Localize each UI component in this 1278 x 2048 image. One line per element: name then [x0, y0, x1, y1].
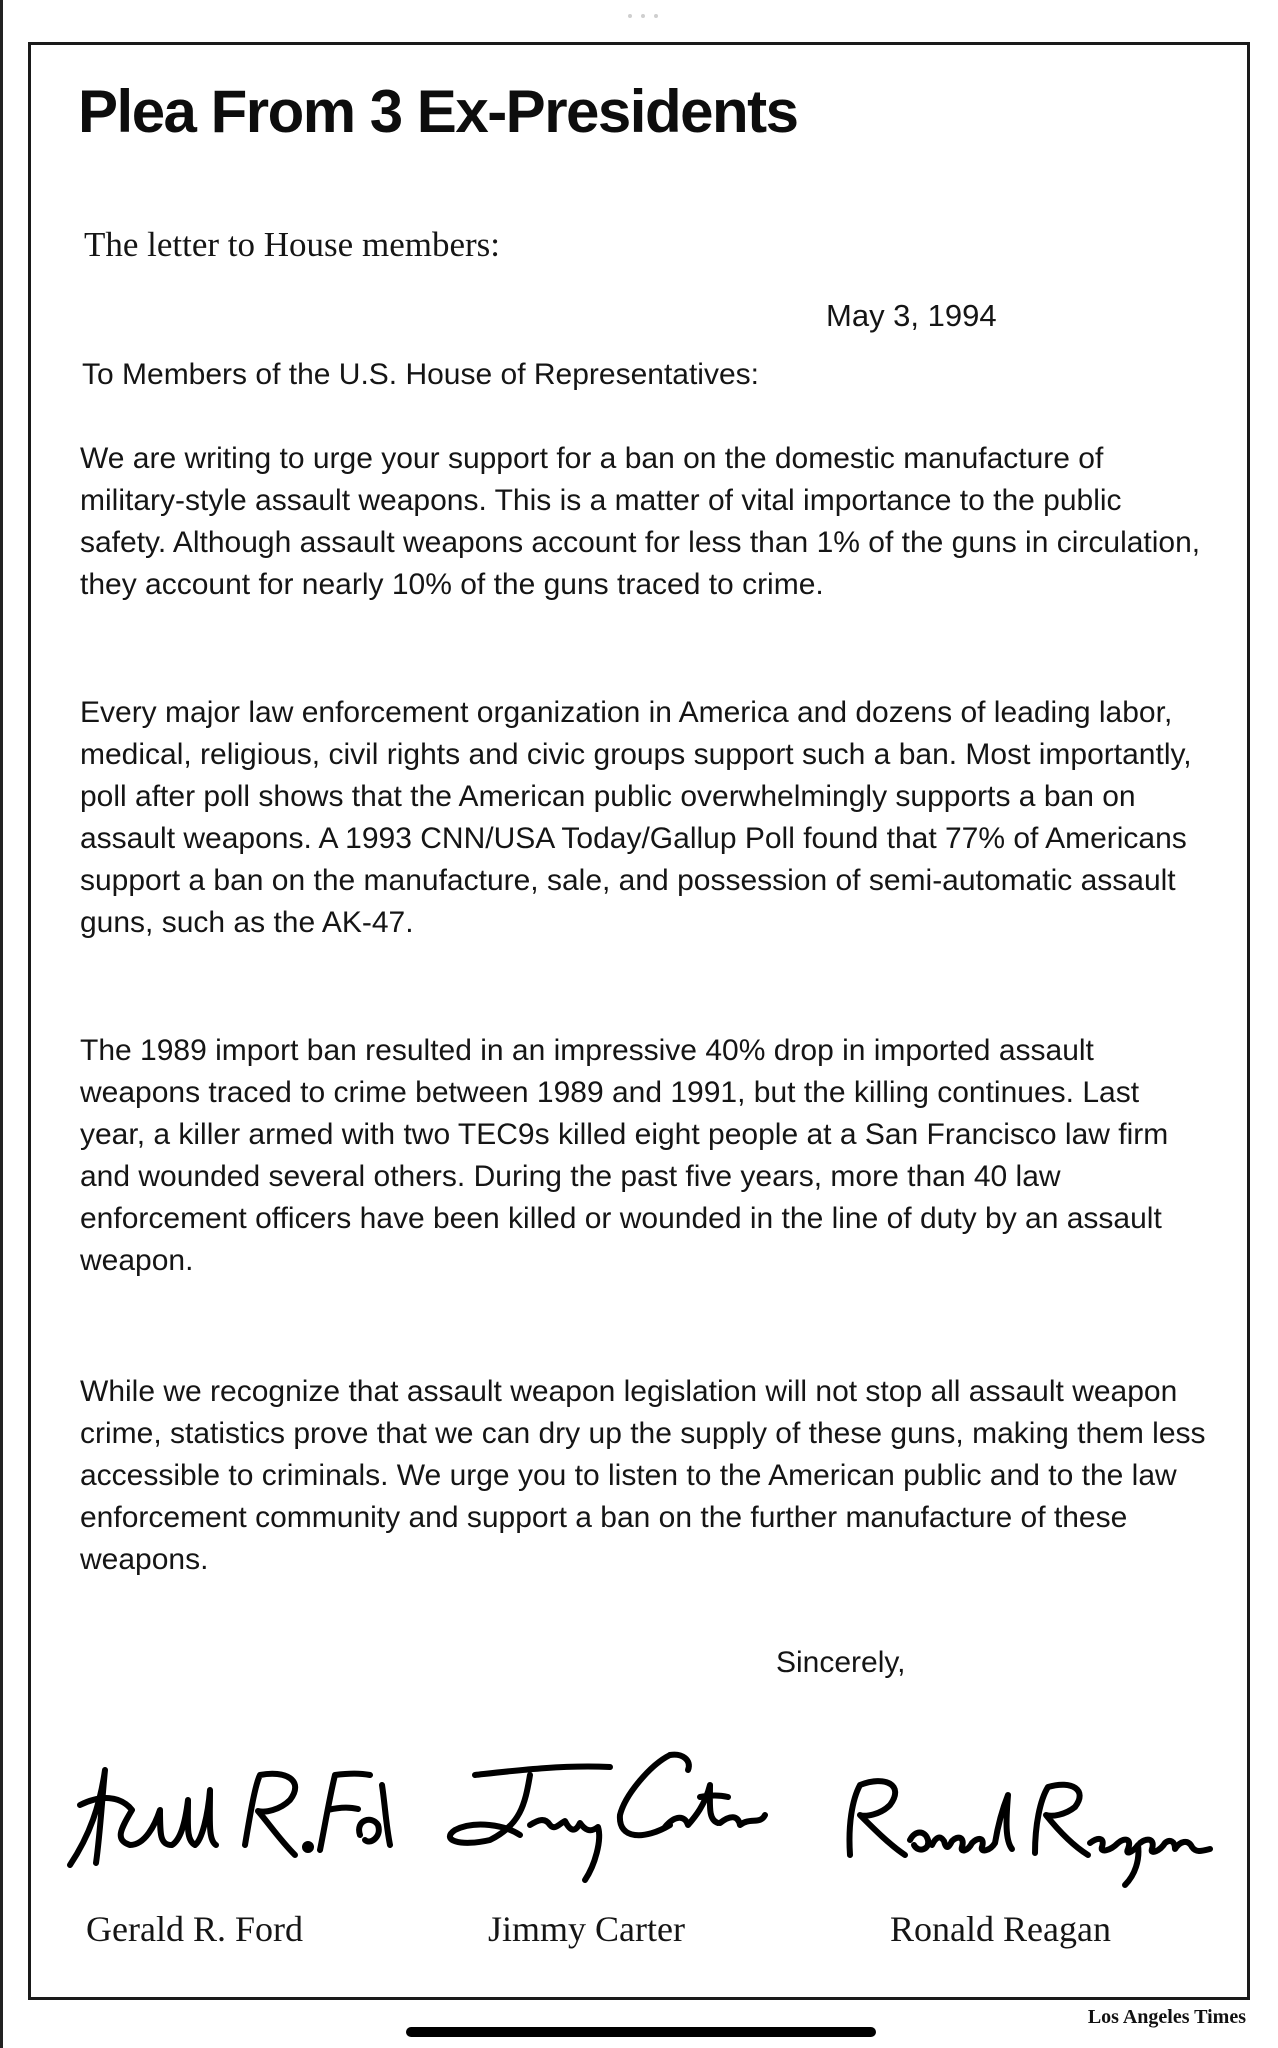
home-indicator[interactable] — [406, 2027, 876, 2037]
signer-name-carter: Jimmy Carter — [488, 1909, 685, 1949]
intro-line: The letter to House members: — [84, 225, 500, 264]
signature-ford — [60, 1745, 400, 1895]
letter-date: May 3, 1994 — [826, 298, 997, 333]
top-dots — [628, 14, 658, 18]
closing: Sincerely, — [776, 1646, 906, 1679]
article-frame — [28, 42, 1250, 2000]
signer-name-reagan: Ronald Reagan — [890, 1909, 1111, 1949]
source-credit: Los Angeles Times — [1087, 2006, 1246, 2028]
signature-reagan — [840, 1745, 1220, 1895]
headline: Plea From 3 Ex-Presidents — [78, 78, 798, 145]
letter-paragraph: We are writing to urge your support for a ban on the domestic manufacture of military-style assault weapons. This is a matter of vital importance to the public safety. Although assault weapons account for less than 1% of the guns in circulation, they account for nearly 10% of the guns traced to crime. — [80, 442, 1201, 601]
signer-name-ford: Gerald R. Ford — [86, 1909, 303, 1949]
signature-carter — [420, 1745, 800, 1895]
salutation: To Members of the U.S. House of Representatives: — [82, 358, 759, 391]
page-edge — [0, 0, 3, 2048]
letter-paragraph: The 1989 import ban resulted in an impressive 40% drop in imported assault weapons traced to crime between 1989 and 1991, but the killing continues. Last year, a killer armed with two TEC9s killed eight people at a San Francisco law firm and wounded several others. During the past five years, more than 40 law enforcement officers have been killed or wounded in the line of duty by an assault weapon. — [80, 1034, 1169, 1277]
letter-paragraph: Every major law enforcement organization in America and dozens of leading labor, medical, religious, civil rights and civic groups support such a ban. Most importantly, poll after poll shows that the American public overwhelmingly supports a ban on assault weapons. A 1993 CNN/USA Today/Gallup Poll found that 77% of Americans support a ban on the manufacture, sale, and possession of semi-automatic assault guns, such as the AK-47. — [80, 696, 1192, 939]
letter-paragraph: While we recognize that assault weapon legislation will not stop all assault weapon crime, statistics prove that we can dry up the supply of these guns, making them less accessible to criminals. We urge you to listen to the American public and to the law enforcement community and support a ban on the further manufacture of these weapons. — [80, 1375, 1206, 1576]
